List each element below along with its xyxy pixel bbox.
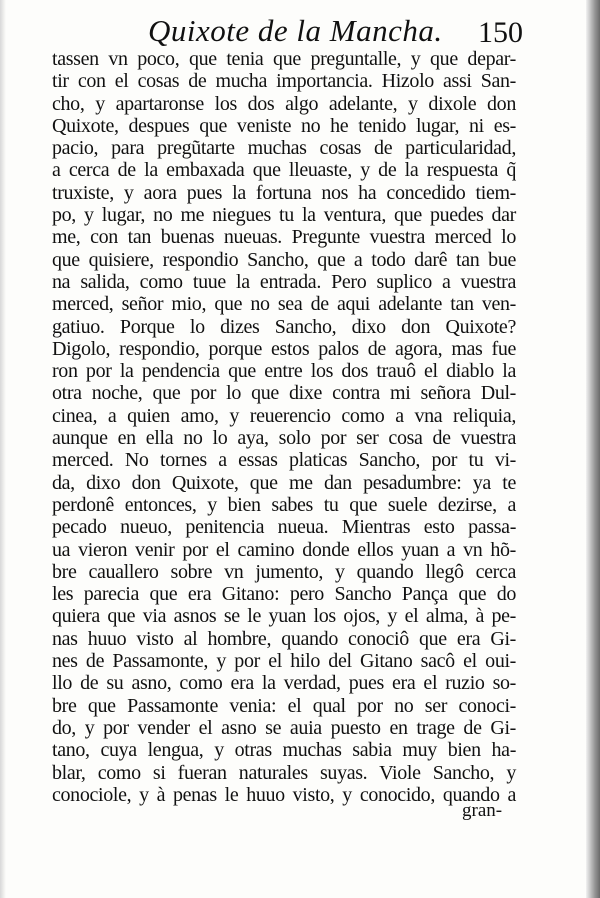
text-line: me, con tan buenas nueuas. Pregunte vuestra merced lo — [52, 226, 516, 249]
text-line: Quixote, despues que veniste no he tenido lugar, ni es- — [52, 114, 516, 137]
text-line: bre cauallero sobre vn jumento, y quando llegô cerca — [52, 560, 516, 583]
text-line: a cerca de la embaxada que lleuaste, y de la respuesta q̃ — [52, 159, 516, 182]
text-line: conociole, y à penas le huuo visto, y conocido, quando a — [52, 783, 516, 806]
text-line: nas huuo visto al hombre, quando conociô que era Gi- — [52, 627, 516, 650]
text-line: na salida, como tuue la entrada. Pero suplico a vuestra — [52, 270, 516, 293]
text-line: perdonê entonces, y bien sabes tu que suele dezirse, a — [52, 493, 516, 516]
text-line: otra noche, que por lo que dixe contra mi señora Dul- — [52, 382, 516, 405]
text-line: tassen vn poco, que tenia que preguntalle, y que depar- — [52, 48, 516, 70]
text-line: cho, y apartaronse los dos algo adelante, y dixole don — [52, 92, 516, 115]
text-line: nes de Passamonte, y por el hilo del Gitano sacô el oui- — [52, 650, 516, 673]
text-line: merced, señor mio, que no sea de aqui adelante tan ven- — [52, 293, 516, 316]
text-line: les parecia que era Gitano: pero Sancho Pança que do — [52, 583, 516, 606]
text-line: que quisiere, respondio Sancho, que a todo darê tan bue — [52, 248, 516, 271]
text-line: pecado nueuo, penitencia nueua. Mientras esto passa- — [52, 516, 516, 539]
text-line: da, dixo don Quixote, que me dan pesadumbre: ya te — [52, 471, 516, 494]
text-line: tano, cuya lengua, y otras muchas sabia muy bien ha- — [52, 739, 516, 762]
page-left-edge — [0, 0, 6, 898]
text-line: aunque en ella no lo aya, solo por ser cosa de vuestra — [52, 427, 516, 450]
page-number: 150 — [478, 16, 523, 49]
body-text — [52, 48, 516, 806]
text-line: merced. No tornes a essas platicas Sancho, por tu vi- — [52, 449, 516, 472]
text-line: do, y por vender el asno se auia puesto en trage de Gi- — [52, 716, 516, 739]
text-line: cinea, a quien amo, y reuerencio como a vna reliquia, — [52, 404, 516, 427]
text-line: quiera que via asnos se le yuan los ojos, y el alma, à pe- — [52, 605, 516, 628]
running-head: Quixote de la Mancha. — [148, 13, 443, 48]
text-line: tir con el cosas de mucha importancia. Hizolo assi San- — [52, 70, 516, 93]
text-line: gatiuo. Porque lo dizes Sancho, dixo don Quixote? — [52, 315, 516, 338]
text-line: ron por la pendencia que entre los dos trauô el diablo la — [52, 360, 516, 383]
text-line: bre que Passamonte venia: el qual por no ser conoci- — [52, 694, 516, 717]
text-line: blar, como si fueran naturales suyas. Viole Sancho, y — [52, 761, 516, 784]
page-gutter-shadow — [586, 0, 600, 898]
text-line: ua vieron venir por el camino donde ellos yuan a vn hõ- — [52, 538, 516, 561]
catchword: gran- — [462, 800, 503, 821]
text-line: llo de su asno, como era la verdad, pues era el ruzio so- — [52, 672, 516, 695]
text-line: Digolo, respondio, porque estos palos de agora, mas fue — [52, 337, 516, 360]
text-line: pacio, para pregũtarte muchas cosas de particularidad, — [52, 137, 516, 160]
text-line: truxiste, y aora pues la fortuna nos ha concedido tiem- — [52, 181, 516, 204]
text-line: po, y lugar, no me niegues tu la ventura, que puedes dar — [52, 204, 516, 227]
